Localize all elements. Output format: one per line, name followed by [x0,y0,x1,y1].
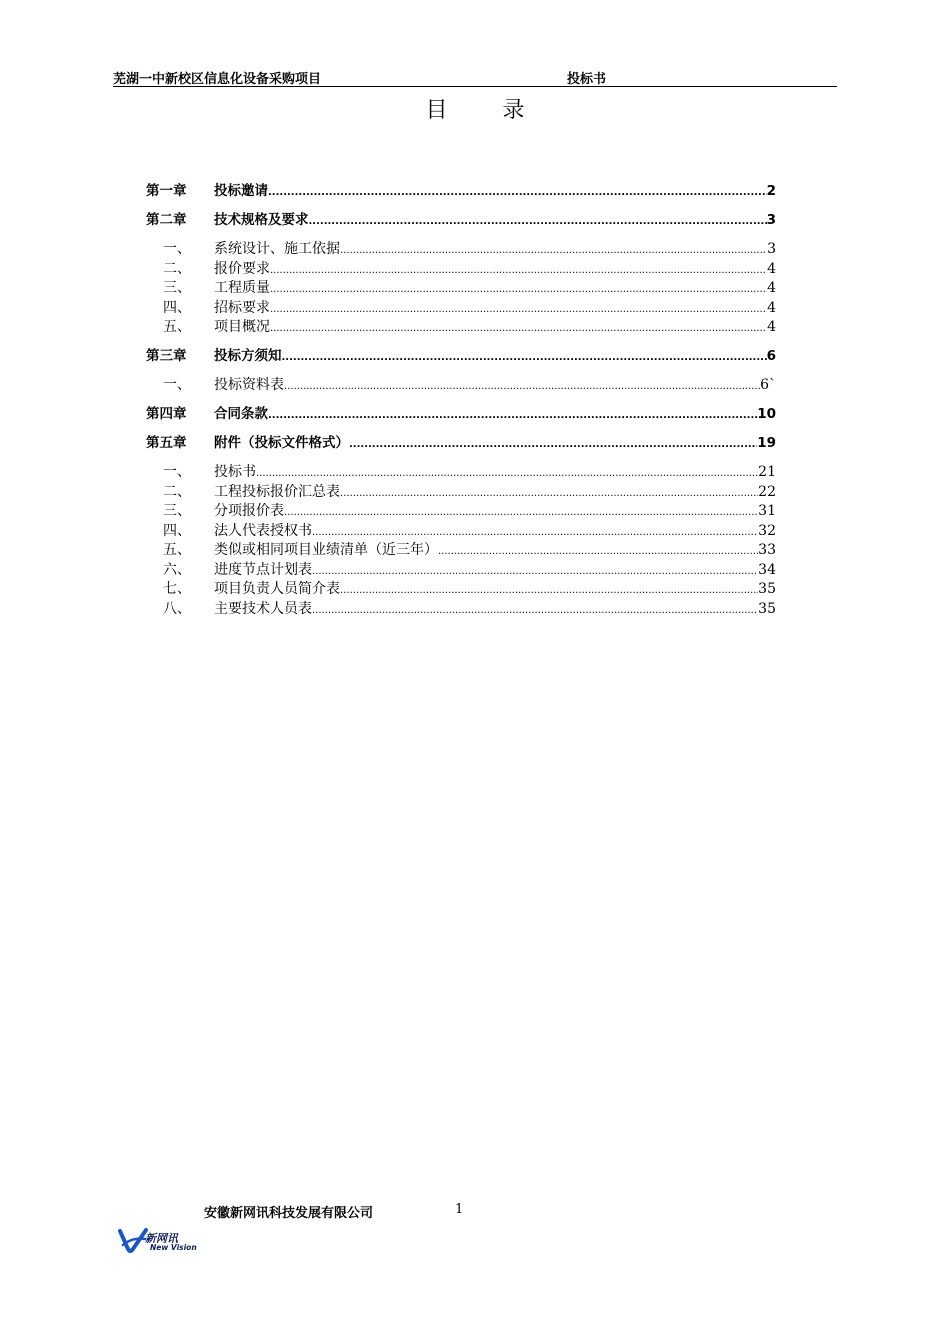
toc-leader-dots [284,377,760,397]
toc-entry-page: 19 [757,435,776,451]
toc-entry-title: 工程质量 [214,280,270,296]
toc-entry-page: 4 [767,260,776,277]
toc-section-entry[interactable] [146,240,776,260]
toc-section-entry[interactable] [146,376,776,396]
toc-entry-number: 第四章 [146,406,187,422]
toc-entry-page: 32 [758,522,776,539]
toc-section-entry[interactable] [146,541,776,561]
toc-entry-number: 二、 [163,260,191,277]
toc-entry-page: 31 [758,503,776,519]
toc-leader-dots [270,300,767,320]
toc-entry-page: 22 [758,483,776,500]
toc-leader-dots [309,212,767,232]
toc-chapter-entry[interactable] [146,211,776,231]
toc-section-entry[interactable] [146,580,776,600]
toc-entry-page: 2 [766,183,776,199]
toc-entry-number: 四、 [163,522,191,539]
toc-leader-dots [270,261,767,281]
toc-entry-page: 4 [767,319,776,335]
toc-leader-dots [256,464,758,484]
toc-chapter-entry[interactable] [146,434,776,454]
toc-leader-dots [268,183,767,203]
toc-leader-dots [270,319,767,339]
toc-entry-title: 项目负责人员简介表 [214,581,340,597]
toc-entry-title: 分项报价表 [214,503,284,519]
logo-subtext: New Vision [150,1243,197,1252]
toc-leader-dots [340,484,758,504]
toc-entry-title: 合同条款 [214,406,268,422]
toc-section-entry[interactable] [146,483,776,503]
header-doc-type: 投标书 [567,72,607,87]
toc-entry-title: 报价要求 [214,260,270,277]
toc-entry-title: 附件（投标文件格式） [214,435,349,451]
toc-entry-number: 第二章 [146,212,187,228]
toc-chapter-entry[interactable] [146,182,776,202]
toc-leader-dots [340,581,758,601]
toc-entry-number: 五、 [163,319,191,335]
toc-entry-number: 二、 [163,483,191,500]
toc-entry-title: 投标方须知 [214,348,282,364]
toc-entry-number: 八、 [163,600,191,617]
toc-section-entry[interactable] [146,279,776,299]
toc-entry-page: 3 [766,212,776,228]
toc-entry-title: 招标要求 [214,299,270,316]
toc-entry-page: 34 [758,561,776,578]
toc-leader-dots [312,601,758,621]
logo-text: 新网讯 [145,1232,178,1245]
toc-entry-page: 35 [758,581,776,597]
toc-section-entry[interactable] [146,600,776,620]
toc-entry-number: 七、 [163,581,191,597]
toc-leader-dots [282,348,767,368]
toc-entry-title: 工程投标报价汇总表 [214,483,340,500]
toc-chapter-entry[interactable] [146,347,776,367]
toc-section-entry[interactable] [146,522,776,542]
toc-entry-page: 4 [767,280,776,296]
toc-leader-dots [340,241,767,261]
toc-leader-dots [268,406,757,426]
toc-entry-title: 投标邀请 [214,183,268,199]
toc-entry-page: 3 [767,241,776,257]
toc-entry-title: 系统设计、施工依据 [214,241,340,257]
toc-entry-number: 第一章 [146,183,187,199]
toc-entry-title: 投标书 [214,464,256,480]
toc-entry-number: 一、 [163,464,191,480]
toc-leader-dots [284,503,758,523]
toc-leader-dots [349,435,757,455]
toc-section-entry[interactable] [146,502,776,522]
toc-section-entry[interactable] [146,318,776,338]
page-header [113,68,837,87]
toc-entry-page: 10 [757,406,776,422]
toc-leader-dots [312,523,758,543]
footer-page-number: 1 [455,1202,464,1217]
toc-section-entry[interactable] [146,260,776,280]
toc-entry-page: 6 [766,348,776,364]
toc-entry-title: 进度节点计划表 [214,561,312,578]
toc-entry-number: 四、 [163,299,191,316]
toc-section-entry[interactable] [146,463,776,483]
toc-section-entry[interactable] [146,561,776,581]
toc-entry-page: 21 [758,464,776,480]
toc-entry-page: 6` [760,377,776,393]
table-of-contents [146,182,776,619]
toc-title: 目 录 [425,98,549,123]
toc-entry-title: 类似或相同项目业绩清单（近三年） [214,542,438,558]
toc-entry-number: 三、 [163,503,191,519]
toc-section-entry[interactable] [146,299,776,319]
toc-entry-number: 六、 [163,561,191,578]
toc-entry-number: 第三章 [146,348,187,364]
toc-entry-title: 投标资料表 [214,377,284,393]
toc-entry-title: 法人代表授权书 [214,522,312,539]
toc-leader-dots [270,280,767,300]
toc-entry-title: 项目概况 [214,319,270,335]
toc-entry-number: 一、 [163,377,191,393]
toc-entry-page: 33 [758,542,776,558]
toc-leader-dots [312,562,758,582]
toc-entry-page: 35 [758,600,776,617]
toc-entry-title: 技术规格及要求 [214,212,309,228]
toc-entry-number: 三、 [163,280,191,296]
toc-entry-number: 五、 [163,542,191,558]
header-project-name: 芜湖一中新校区信息化设备采购项目 [113,72,322,87]
toc-entry-number: 一、 [163,241,191,257]
toc-entry-title: 主要技术人员表 [214,600,312,617]
footer-company: 安徽新网讯科技发展有限公司 [204,1206,374,1221]
toc-chapter-entry[interactable] [146,405,776,425]
toc-leader-dots [438,542,758,562]
toc-entry-number: 第五章 [146,435,187,451]
toc-entry-page: 4 [767,299,776,316]
